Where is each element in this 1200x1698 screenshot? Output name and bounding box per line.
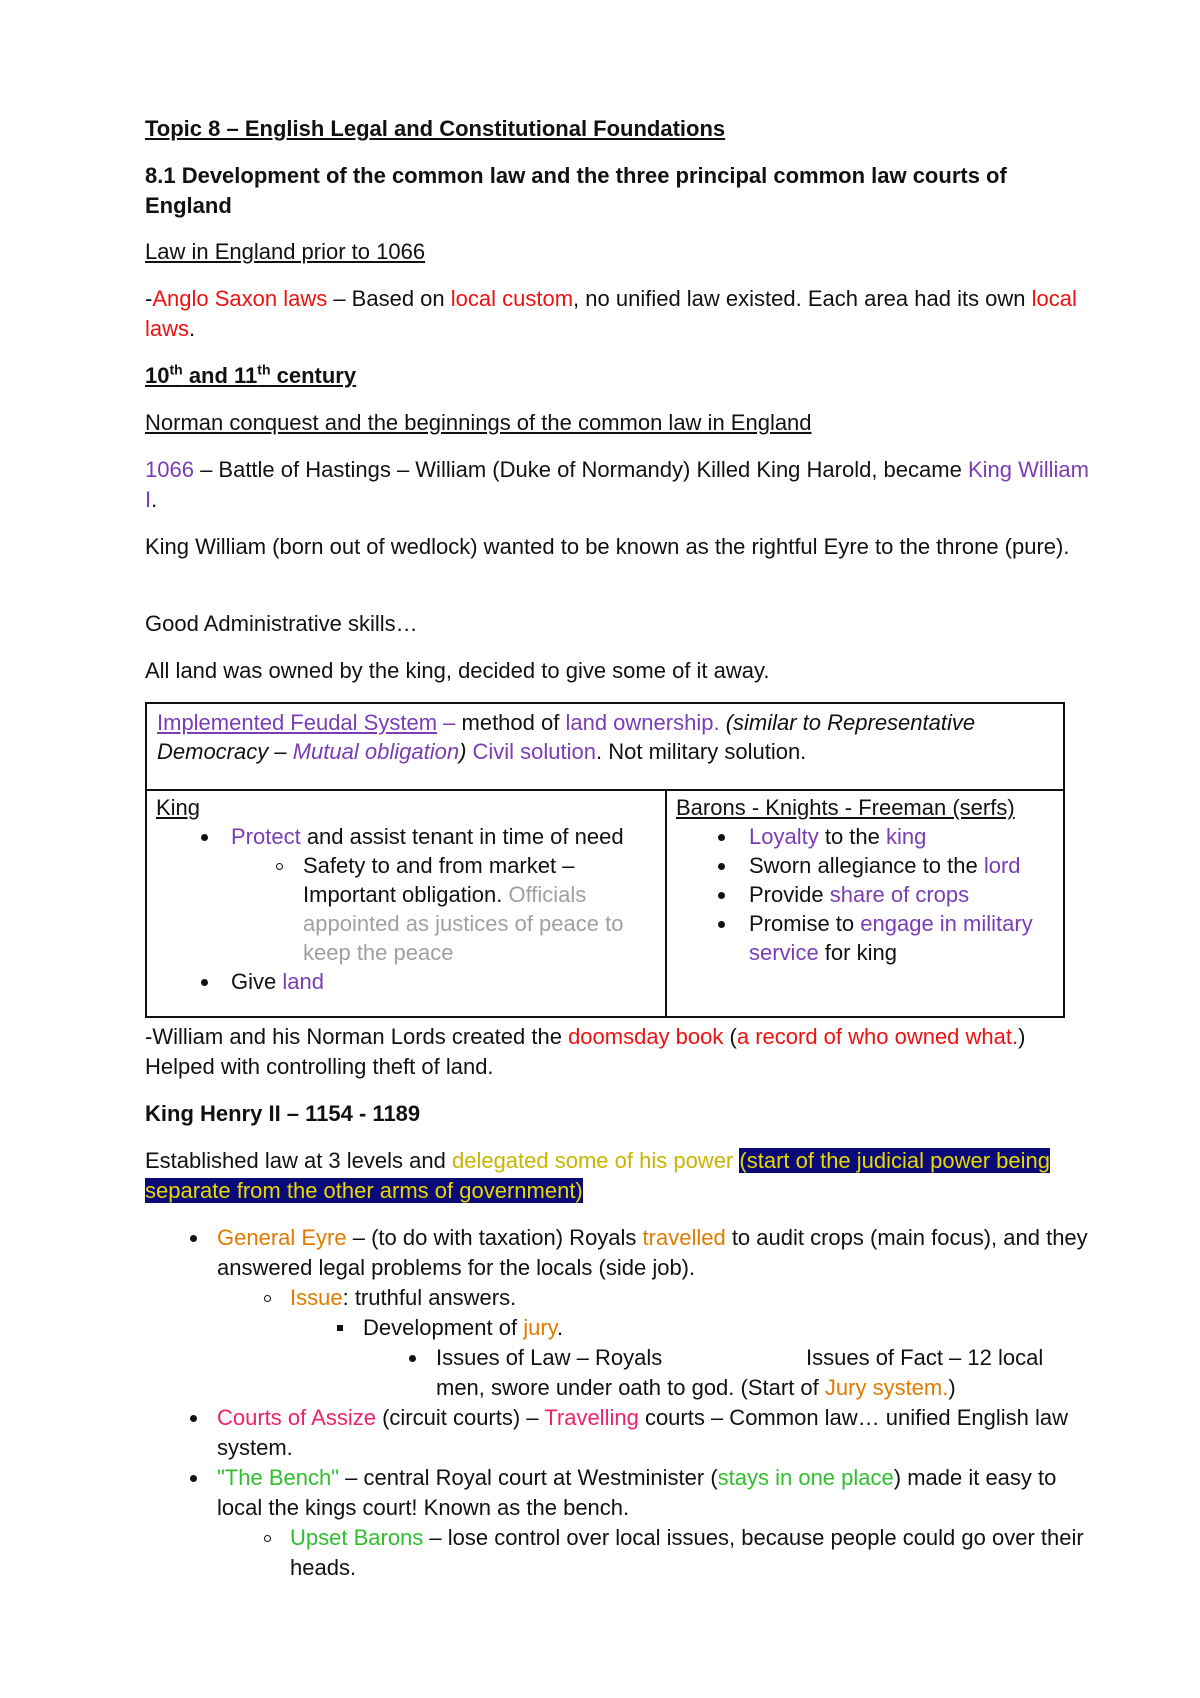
issues-of-law: Issues of Law – Royals [436, 1345, 663, 1370]
list-item: Loyalty to the king [676, 822, 1054, 851]
list-item: Provide share of crops [676, 880, 1054, 909]
list-item: "The Bench" – central Royal court at Westminister (stays in one place) made it easy to local the kings court! Known as the bench. [145, 1463, 1095, 1523]
doomsday-paragraph: -William and his Norman Lords created the doomsday book (a record of who owned what.) Helped with controlling theft of land. [145, 1024, 1026, 1079]
king-column [147, 791, 667, 1016]
list-item: Safety to and from market – Important obligation. Officials appointed as justices of peace to keep the peace [156, 851, 656, 967]
list-item: Issue: truthful answers. [145, 1283, 1095, 1313]
topic-title: Topic 8 – English Legal and Constitutional Foundations [145, 116, 726, 141]
list-item: Protect and assist tenant in time of need [156, 822, 656, 851]
century-heading: 10th and 11th century [145, 361, 357, 388]
norman-heading: Norman conquest and the beginnings of the common law in England [145, 410, 812, 435]
list-item: Upset Barons – lose control over local issues, because people could go over their heads. [145, 1523, 1095, 1583]
anglo-saxon-paragraph: -Anglo Saxon laws – Based on local custom, no unified law existed. Each area had its own local laws. [145, 286, 1077, 341]
feudal-table [145, 702, 1065, 1018]
battle-paragraph: 1066 – Battle of Hastings – William (Duke of Normandy) Killed King Harold, became King William I. [145, 457, 1089, 512]
list-item: Courts of Assize (circuit courts) – Travelling courts – Common law… unified English law system. [145, 1403, 1095, 1463]
rightful-paragraph: King William (born out of wedlock) wanted to be known as the rightful Eyre to the throne (pure). [145, 534, 1070, 559]
prior-1066-heading: Law in England prior to 1066 [145, 239, 426, 264]
established-paragraph: Established law at 3 levels and delegated some of his power (start of the judicial power being separate from the other arms of government) [145, 1148, 1051, 1203]
section-title: 8.1 Development of the common law and the three principal common law courts of England [145, 163, 1007, 218]
list-item: General Eyre – (to do with taxation) Royals travelled to audit crops (main focus), and they answered legal problems for the locals (side job). [145, 1223, 1095, 1283]
henry-courts-list [145, 1223, 1095, 1583]
list-item: Sworn allegiance to the lord [676, 851, 1054, 880]
king-column-heading: King [156, 795, 201, 820]
list-item: Issues of Law – Royals Issues of Fact – 12 local men, swore under oath to god. (Start of Jury system.) [145, 1343, 1095, 1403]
list-item: Give land [156, 967, 656, 996]
list-item: Promise to engage in military service for king [676, 909, 1054, 967]
barons-column [667, 791, 1063, 1016]
land-paragraph: All land was owned by the king, decided to give some of it away. [145, 658, 770, 683]
admin-paragraph: Good Administrative skills… [145, 611, 418, 636]
barons-column-heading: Barons - Knights - Freeman (serfs) [676, 795, 1015, 820]
feudal-table-header-cell: Implemented Feudal System – method of land ownership. (similar to Representative Democracy – Mutual obligation) Civil solution. Not military solution. [147, 704, 1063, 791]
list-item: Development of jury. [145, 1313, 1095, 1343]
henry-heading: King Henry II – 1154 - 1189 [145, 1101, 421, 1126]
